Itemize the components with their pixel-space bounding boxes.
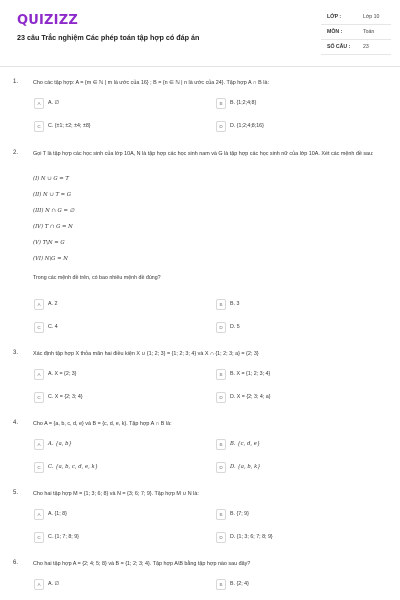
option-c[interactable]: [34, 391, 83, 403]
option-letter: B: [216, 439, 226, 450]
question-text: Cho các tập hợp: A = {m ∈ ℕ | m là ước của 16} ; B = {n ∈ ℕ | n là ước của 24}. Tập hợp A ∩ B là:: [33, 80, 269, 86]
option-text: B. {7; 9}: [230, 511, 249, 517]
option-text: A. 2: [48, 301, 58, 307]
option-text: C. {1; 7; 8; 9}: [48, 534, 79, 540]
option-c[interactable]: [34, 321, 58, 333]
option-text: A. ∅: [48, 581, 60, 587]
option-letter: C: [34, 532, 44, 543]
statement-5: (V) T\N = G: [33, 240, 65, 246]
option-b[interactable]: [216, 438, 260, 450]
option-letter: A: [34, 369, 44, 380]
question-number: 6.: [13, 560, 19, 566]
option-letter: D: [216, 121, 226, 132]
question-number: 5.: [13, 490, 19, 496]
meta-row-grade: [321, 10, 391, 25]
question-text: Xác định tập hợp X thỏa mãn hai điều kiện X ∪ {1; 2; 3} = {1; 2; 3; 4} và X ∩ {1; 2; 3; a} = {2; 3}: [33, 351, 259, 357]
option-text: D. {1; 3; 6; 7; 8; 9}: [230, 534, 273, 540]
question-text: Cho A = {a, b, c, d, e} và B = {c, d, e, k}. Tập hợp A ∩ B là:: [33, 421, 172, 427]
question-text: Cho hai tập hợp A = {2; 4; 5; 8} và B = {1; 2; 3; 4}. Tập hợp A\B bằng tập hợp nào sau đây?: [33, 561, 251, 567]
meta-value: 23: [363, 44, 369, 50]
option-text: B. {1;2;4;8}: [230, 100, 257, 106]
option-letter: B: [216, 98, 226, 109]
option-c[interactable]: [34, 120, 91, 132]
option-letter: A: [34, 579, 44, 590]
option-letter: B: [216, 509, 226, 520]
option-letter: A: [34, 439, 44, 450]
option-text: C. {±1; ±2; ±4; ±8}: [48, 123, 91, 129]
option-letter: B: [216, 579, 226, 590]
option-b[interactable]: [216, 298, 239, 310]
question-number: 1.: [13, 79, 19, 85]
option-letter: A: [34, 509, 44, 520]
option-text: C. {a, b, c, d, e, k}: [48, 464, 99, 470]
option-b[interactable]: [216, 97, 256, 109]
question-number: 2.: [13, 150, 19, 156]
option-letter: D: [216, 532, 226, 543]
option-a[interactable]: [34, 368, 76, 380]
option-letter: D: [216, 322, 226, 333]
option-a[interactable]: [34, 298, 57, 310]
question-text: Gọi T là tập hợp các học sinh của lớp 10A, N là tập hợp các học sinh nam và G là tập hợp các học sinh nữ của lớp 10A. Xét các mệnh đề sau:: [33, 151, 374, 157]
option-d[interactable]: [216, 531, 273, 543]
meta-label: LỚP :: [327, 14, 342, 20]
option-b[interactable]: [216, 508, 249, 520]
option-letter: C: [34, 322, 44, 333]
option-a[interactable]: [34, 97, 59, 109]
option-a[interactable]: [34, 578, 59, 590]
option-text: D. {a, b, k}: [230, 464, 261, 470]
meta-label: SỐ CÂU :: [327, 44, 351, 50]
option-text: A. ∅: [48, 100, 60, 106]
option-b[interactable]: [216, 368, 270, 380]
page-title: 23 câu Trắc nghiệm Các phép toán tập hợp có đáp án: [17, 33, 200, 42]
meta-label: MÔN :: [327, 29, 343, 35]
meta-row-subject: [321, 25, 391, 40]
option-text: B. {c, d, e}: [230, 441, 261, 447]
option-text: A. X = {2; 3}: [48, 371, 77, 377]
option-d[interactable]: [216, 120, 264, 132]
option-letter: B: [216, 369, 226, 380]
option-text: B. {2; 4}: [230, 581, 249, 587]
statement-1: (I) N ∪ G = T: [33, 176, 69, 182]
option-text: C. 4: [48, 324, 58, 330]
quiz-meta-table: [321, 10, 391, 55]
statement-2: (II) N ∪ T = G: [33, 192, 72, 198]
option-text: D. X = {2; 3; 4; a}: [230, 394, 271, 400]
option-a[interactable]: [34, 438, 72, 450]
statement-3: (III) N ∩ G = ∅: [33, 208, 75, 214]
page-header: [0, 0, 400, 67]
option-text: A. {a, b}: [48, 441, 72, 447]
option-letter: C: [34, 462, 44, 473]
option-a[interactable]: [34, 508, 67, 520]
quizizz-logo[interactable]: QUIZIZZ: [17, 13, 78, 28]
option-text: C. X = {2; 3; 4}: [48, 394, 83, 400]
question-number: 3.: [13, 350, 19, 356]
option-letter: C: [34, 392, 44, 403]
statement-6: (VI) N\G = N: [33, 256, 68, 262]
option-d[interactable]: [216, 321, 240, 333]
meta-value: Toán: [363, 29, 375, 35]
option-c[interactable]: [34, 461, 98, 473]
meta-row-count: [321, 40, 391, 55]
option-text: A. {1; 8}: [48, 511, 67, 517]
option-text: B. X = {1; 2; 3; 4}: [230, 371, 271, 377]
option-d[interactable]: [216, 391, 271, 403]
option-b[interactable]: [216, 578, 249, 590]
option-letter: B: [216, 299, 226, 310]
option-letter: A: [34, 299, 44, 310]
option-text: D. 5: [230, 324, 240, 330]
statement-4: (IV) T ∩ G = N: [33, 224, 73, 230]
option-letter: C: [34, 121, 44, 132]
option-letter: D: [216, 392, 226, 403]
option-d[interactable]: [216, 461, 261, 473]
question-number: 4.: [13, 420, 19, 426]
option-text: B. 3: [230, 301, 240, 307]
question-text: Cho hai tập hợp M = {1; 3; 6; 8} và N = {3; 6; 7; 9}. Tập hợp M ∪ N là:: [33, 491, 199, 497]
option-letter: D: [216, 462, 226, 473]
option-text: D. {1;2;4;8;16}: [230, 123, 264, 129]
meta-value: Lớp 10: [363, 14, 380, 20]
option-c[interactable]: [34, 531, 79, 543]
option-letter: A: [34, 98, 44, 109]
question-followup: Trong các mệnh đề trên, có bao nhiêu mệnh đề đúng?: [33, 275, 161, 281]
